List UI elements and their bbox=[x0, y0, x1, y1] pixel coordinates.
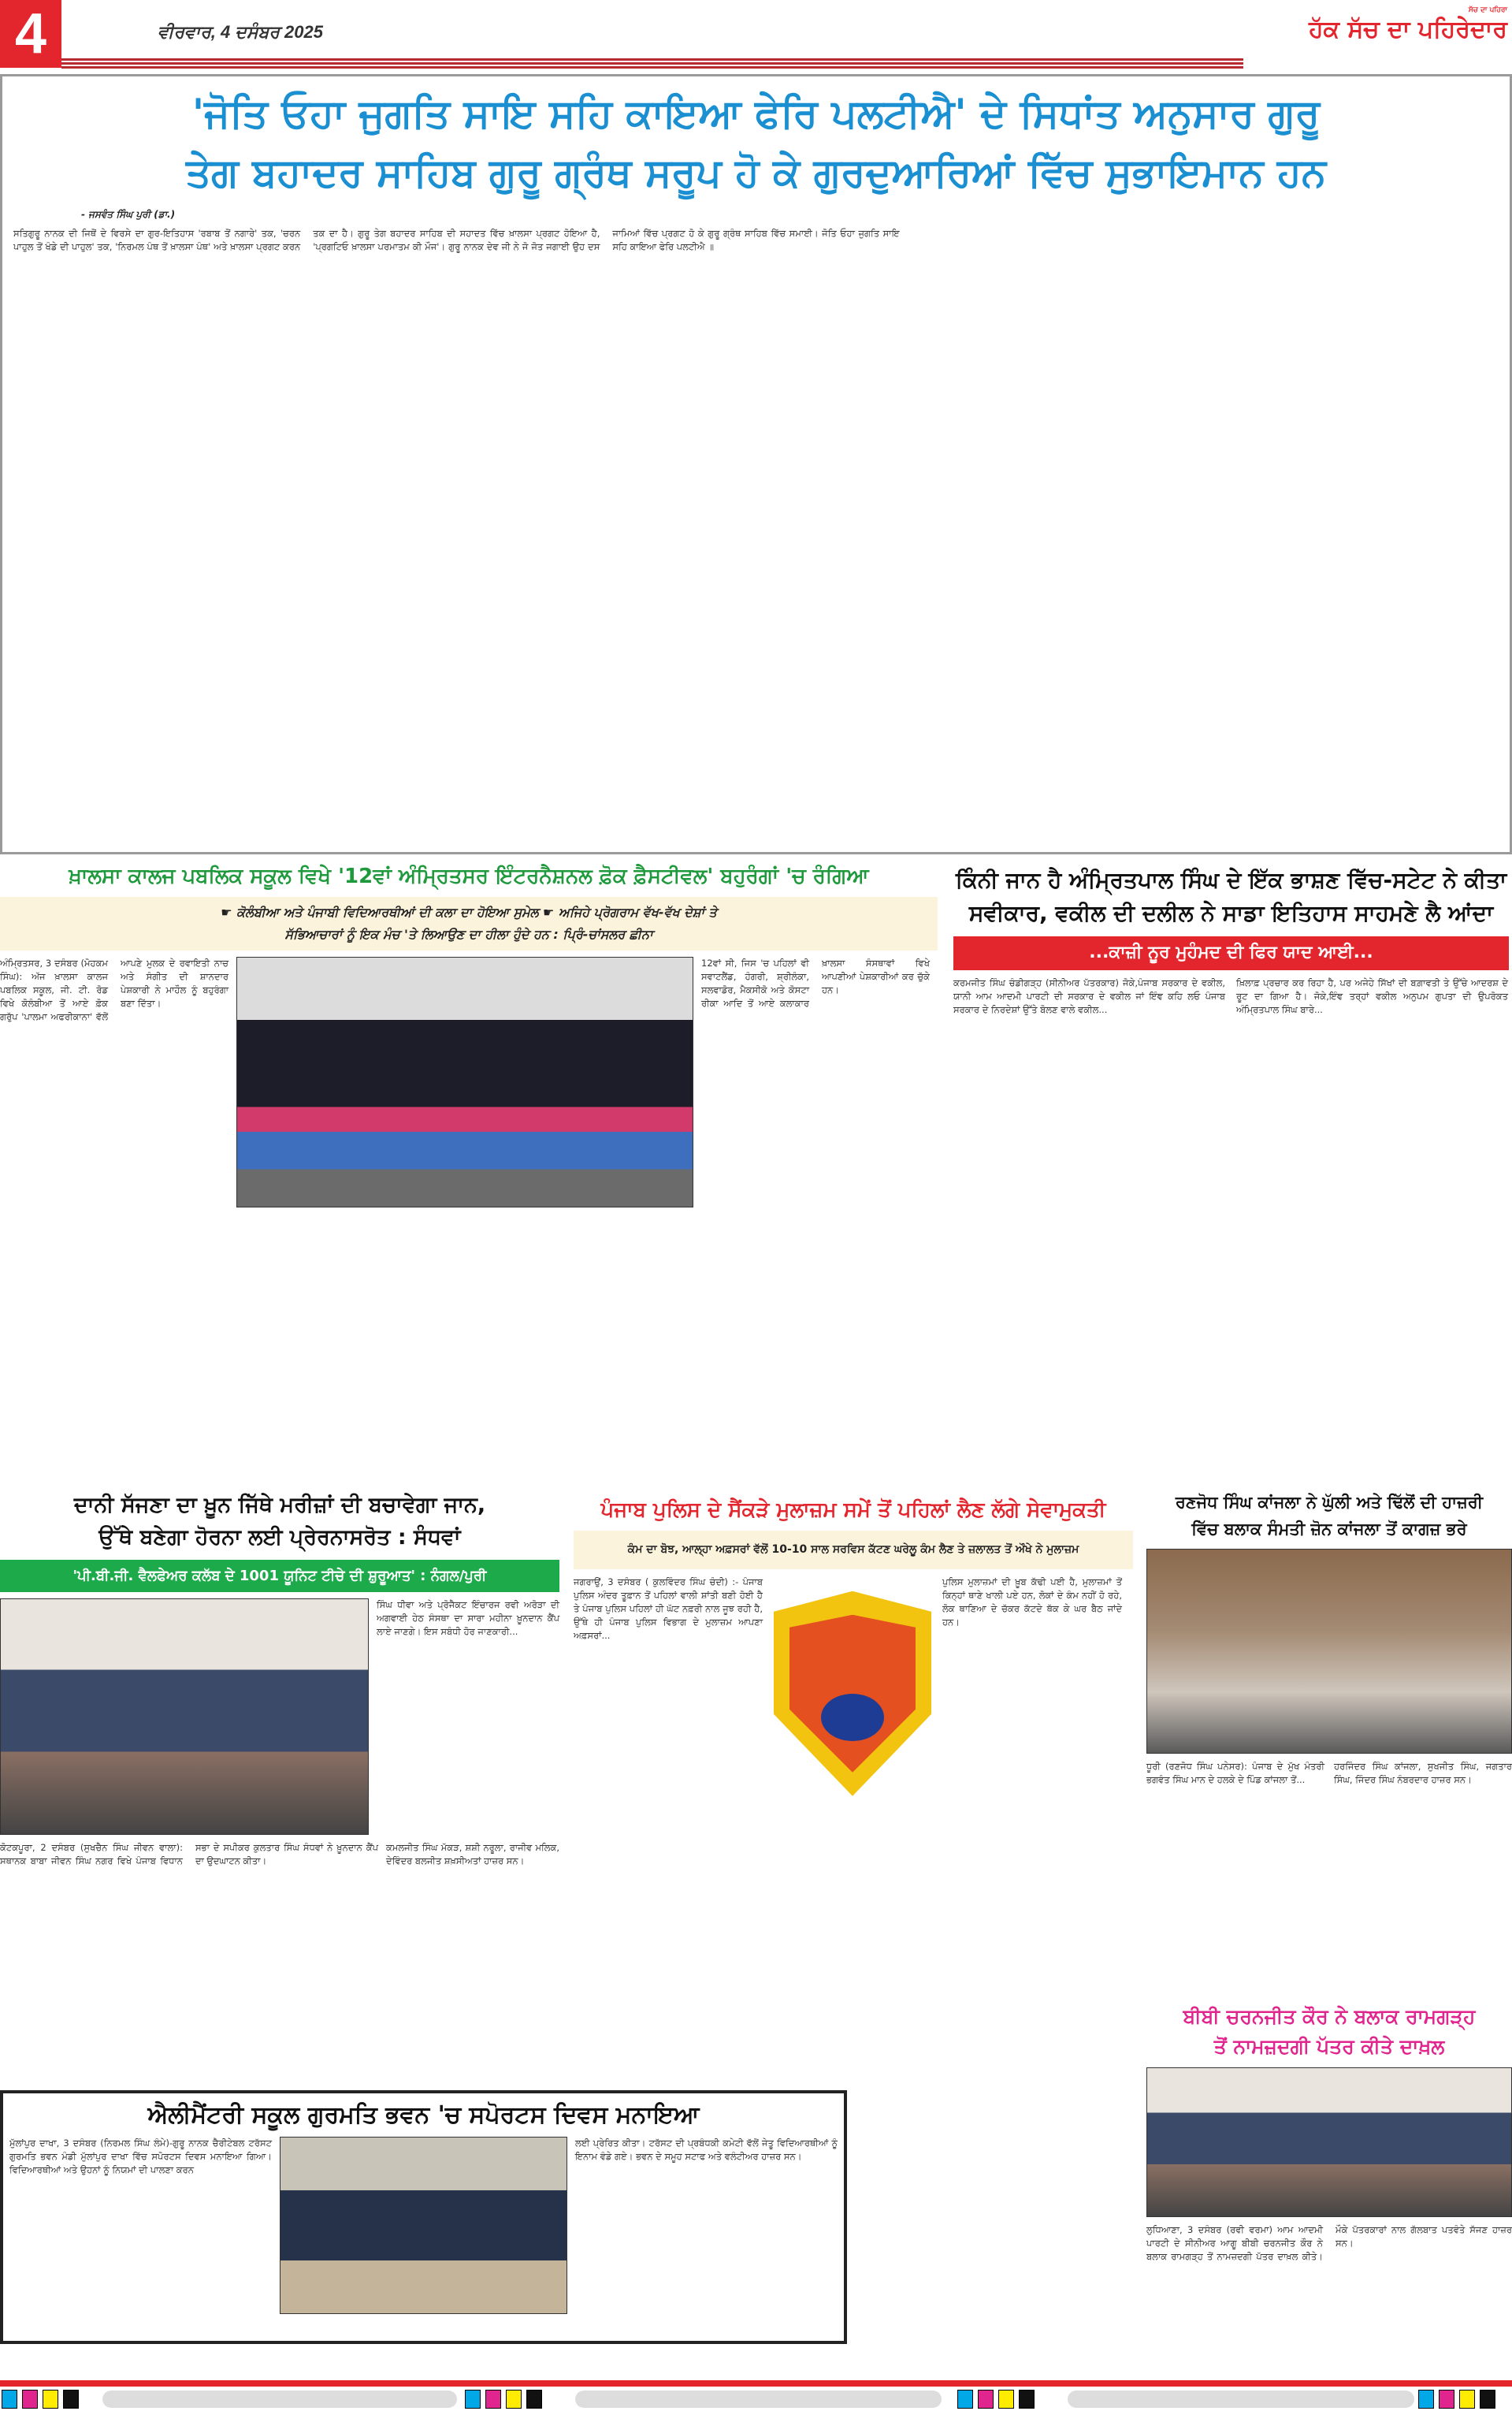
ramgarh-photo bbox=[1146, 2067, 1512, 2217]
paragraph: ਲਈ ਪ੍ਰੇਰਿਤ ਕੀਤਾ। ਟਰੱਸਟ ਦੀ ਪ੍ਰਬੰਧਕੀ ਕਮੇਟੀ ਵੱਲੋਂ ਜੇਤੂ ਵਿਦਿਆਰਥੀਆਂ ਨੂੰ ਇਨਾਮ ਵੰਡੇ ਗਏ। ਭਵਨ ਦੇ ਸਮੂਹ ਸਟਾਫ ਅਤੇ ਵਲੰਟੀਅਰ ਹਾਜ਼ਰ ਸਨ। bbox=[575, 2138, 838, 2162]
masthead-logo bbox=[1255, 6, 1507, 44]
blood-body-3 bbox=[386, 1841, 559, 1868]
sports-day-photo bbox=[280, 2137, 567, 2314]
cmyk-registration-marks bbox=[2, 2390, 79, 2409]
amritpal-body-2 bbox=[1236, 977, 1508, 1017]
amritpal-banner: ...ਕਾਜ਼ੀ ਨੂਰ ਮੁਹੰਮਦ ਦੀ ਫਿਰ ਯਾਦ ਆਈ... bbox=[953, 936, 1509, 970]
page-number: 4 bbox=[0, 0, 61, 68]
paragraph: 12ਵਾਂ ਸੀ, ਜਿਸ 'ਚ ਪਹਿਲਾਂ ਵੀ ਸਵਾਟਲੈਂਡ, ਹੰਗਰੀ, ਸ਼੍ਰੀਲੰਕਾ, ਸਲਵਾਡੋਰ, ਮੈਕਸੀਕੋ ਅਤੇ ਕੋਸਟਾ ਰੀਕਾ ਆਦਿ ਤੋਂ ਆਏ ਕਲਾਕਾਰ ਖ਼ਾਲਸਾ ਸੰਸਥਾਵਾਂ ਵਿਖੇ ਆਪਣੀਆਂ ਪੇਸ਼ਕਾਰੀਆਂ ਕਰ ਚੁੱਕੇ ਹਨ। bbox=[701, 957, 930, 1009]
paragraph: ਪੁਲਿਸ ਮੁਲਾਜ਼ਮਾਂ ਦੀ ਖ਼ੂਬ ਕੱਢੀ ਪਈ ਹੈ, ਮੁਲਾਜ਼ਮਾਂ ਤੋਂ ਕਿਨ੍ਹਾਂ ਥਾਣੇ ਖਾਲੀ ਪਏ ਹਨ, ਲੋਕਾਂ ਦੇ ਕੰਮ ਨਹੀਂ ਹੋ ਰਹੇ, ਲੋਕ ਥਾਣਿਆ ਦੇ ਚੱਕਰ ਕੱਟਦੇ ਥੱਕ ਕੇ ਘਰ ਬੈਠ ਜਾਂਦੇ ਹਨ। bbox=[942, 1576, 1122, 1628]
main-article bbox=[0, 74, 1512, 854]
kanjla-headline bbox=[1146, 1490, 1512, 1542]
paragraph: ਹਰਜਿੰਦਰ ਸਿੰਘ ਕਾਂਜਲਾ, ਸੁਖਜੀਤ ਸਿੰਘ, ਜਗਤਾਰ ਸਿੰਘ, ਜਿੰਦਰ ਸਿੰਘ ਨੰਬਰਦਾਰ ਹਾਜ਼ਰ ਸਨ। bbox=[1334, 1761, 1512, 1786]
main-body bbox=[13, 227, 1499, 844]
headline-line: ਬੀਬੀ ਚਰਨਜੀਤ ਕੌਰ ਨੇ ਬਲਾਕ ਰਾਮਗੜ੍ਹ bbox=[1183, 2005, 1476, 2028]
khalsa-article bbox=[0, 864, 938, 1463]
police-article bbox=[574, 1498, 1133, 2073]
cmyk-registration-marks bbox=[957, 2390, 1035, 2409]
blood-body-1 bbox=[377, 1598, 559, 1639]
kanjla-article bbox=[1146, 1490, 1512, 1994]
paragraph: ਧੂਰੀ (ਰਣਜੋਧ ਸਿੰਘ ਪਨੇਸਰ): ਪੰਜਾਬ ਦੇ ਮੁੱਖ ਮੰਤਰੀ ਭਗਵੰਤ ਸਿੰਘ ਮਾਨ ਦੇ ਹਲਕੇ ਦੇ ਪਿੰਡ ਕਾਂਜਲਾ ਤੋਂ... bbox=[1146, 1761, 1324, 1786]
headline-line: ਵਿੱਚ ਬਲਾਕ ਸੰਮਤੀ ਜ਼ੋਨ ਕਾਂਜਲਾ ਤੋਂ ਕਾਗਜ਼ ਭਰੇ bbox=[1191, 1519, 1467, 1539]
paragraph: ਖ਼ਿਲਾਫ਼ ਪ੍ਰਚਾਰ ਕਰ ਰਿਹਾ ਹੈ, ਪਰ ਅਜੇਹੇ ਸਿੱਖਾਂ ਦੀ ਬਗ਼ਾਵਤੀ ਤੇ ਉੱਚੇ ਆਦਰਸ਼ ਦੇ ਰੂਟ ਦਾ ਗਿਆ ਹੈ। ਜੋਕੇ,ਇੰਞ ਤਰ੍ਹਾਂ ਵਕੀਲ ਅਨੁਪਮ ਗੁਪਤਾ ਦੀ ਉਪਰੋਕਤ ਅੰਮ੍ਰਿਤਪਾਲ ਸਿੰਘ ਬਾਰੇ... bbox=[1236, 977, 1508, 1015]
paragraph: ਜਗਰਾਉਂ, 3 ਦਸੰਬਰ ( ਕੁਲਵਿੰਦਰ ਸਿੰਘ ਚੰਦੀ) :- ਪੰਜਾਬ ਪੁਲਿਸ ਅੰਦਰ ਤੂਫ਼ਾਨ ਤੋਂ ਪਹਿਲਾਂ ਵਾਲੀ ਸ਼ਾਂਤੀ ਬਣੀ ਹੋਈ ਹੈ ਤੇ ਪੰਜਾਬ ਪੁਲਿਸ ਪਹਿਲਾਂ ਹੀ ਘੱਟ ਨਫ਼ਰੀ ਨਾਲ ਜੂਝ ਰਹੀ ਹੈ, ਉੱਥੇ ਹੀ ਪੰਜਾਬ ਪੁਲਿਸ ਵਿਭਾਗ ਦੇ ਮੁਲਾਜ਼ਮ ਆਪਣਾ ਅਫ਼ਸਰਾਂ... bbox=[574, 1576, 763, 1641]
police-headline: ਪੰਜਾਬ ਪੁਲਿਸ ਦੇ ਸੈਂਕੜੇ ਮੁਲਾਜ਼ਮ ਸਮੇਂ ਤੋਂ ਪਹਿਲਾਂ ਲੈਣ ਲੱਗੇ ਸੇਵਾਮੁਕਤੀ bbox=[600, 1498, 1106, 1522]
police-subhead: ਕੰਮ ਦਾ ਬੋਝ, ਆਲ੍ਹਾ ਅਫ਼ਸਰਾਂ ਵੱਲੋਂ 10-10 ਸਾਲ ਸਰਵਿਸ ਕੱਟਣ ਘਰੇਲੂ ਕੰਮ ਲੈਣ ਤੇ ਜ਼ਲਾਲਤ ਤੋਂ ਔਖੇ ਨੇ ਮੁਲਾਜ਼ਮ bbox=[574, 1531, 1133, 1569]
print-bar bbox=[575, 2391, 942, 2408]
ramgarh-article bbox=[1146, 2002, 1512, 2376]
issue-date: ਵੀਰਵਾਰ, 4 ਦਸੰਬਰ 2025 bbox=[158, 22, 323, 42]
subhead-line: ☛ ਕੋਲੰਬੀਆ ਅਤੇ ਪੰਜਾਬੀ ਵਿਦਿਆਰਥੀਆਂ ਦੀ ਕਲਾ ਦਾ ਹੋਇਆ ਸੁਮੇਲ ☛ ਅਜਿਹੇ ਪ੍ਰੋਗਰਾਮ ਵੱਖ-ਵੱਖ ਦੇਸ਼ਾਂ ਤੇ bbox=[221, 904, 717, 920]
paragraph: ਕੋਟਕਪੂਰਾ, 2 ਦਸੰਬਰ (ਸੁਖਚੈਨ ਸਿੰਘ ਜੀਵਨ ਵਾਲਾ): ਸਥਾਨਕ ਬਾਬਾ ਜੀਵਨ ਸਿੰਘ ਨਗਰ ਵਿਖੇ ਪੰਜਾਬ ਵਿਧਾਨ ਸਭਾ ਦੇ ਸਪੀਕਰ ਕੁਲਤਾਰ ਸਿੰਘ ਸੰਧਵਾਂ ਨੇ ਖ਼ੂਨਦਾਨ ਕੈਂਪ ਦਾ ਉਦਘਾਟਨ ਕੀਤਾ। bbox=[0, 1842, 378, 1867]
police-body-1 bbox=[574, 1576, 763, 1643]
sports-body-1 bbox=[9, 2137, 272, 2177]
footer-rule bbox=[0, 2380, 1512, 2387]
khalsa-subhead bbox=[0, 897, 938, 951]
kanjla-body-2 bbox=[1334, 1760, 1512, 1787]
blood-camp-photo bbox=[0, 1598, 369, 1835]
sports-body-2 bbox=[575, 2137, 838, 2164]
kanjla-body-1 bbox=[1146, 1760, 1324, 1787]
police-body-2 bbox=[942, 1576, 1122, 1629]
byline: - ਜਸਵੰਤ ਸਿੰਘ ਪੁਰੀ (ਡਾ.) bbox=[81, 209, 176, 220]
headline-line: ਦਾਨੀ ਸੱਜਣਾ ਦਾ ਖ਼ੂਨ ਜਿੱਥੇ ਮਰੀਜ਼ਾਂ ਦੀ ਬਚਾਵੇਗਾ ਜਾਨ, bbox=[73, 1493, 486, 1517]
sports-article bbox=[0, 2090, 847, 2344]
headline-line: ਤੇਗ ਬਹਾਦਰ ਸਾਹਿਬ ਗੁਰੂ ਗ੍ਰੰਥ ਸਰੂਪ ਹੋ ਕੇ ਗੁਰਦੁਆਰਿਆਂ ਵਿੱਚ ਸੁਭਾਇਮਾਨ ਹਨ bbox=[186, 150, 1326, 195]
paragraph: ਸਤਿਗੁਰੂ ਨਾਨਕ ਦੀ ਜਿਥੋਂ ਦੇ ਵਿਰਸੇ ਦਾ ਗੁਰ-ਇਤਿਹਾਸ 'ਰਬਾਬ ਤੋਂ ਨਗਾਰੇ' ਤਕ, 'ਚਰਨ ਪਾਹੁਲ ਤੋਂ ਖੰਡੇ ਦੀ ਪਾਹੁਲ' ਤਕ, 'ਨਿਰਮਲ ਪੰਥ ਤੋਂ ਖ਼ਾਲਸਾ ਪੰਥ' ਅਤੇ ਖ਼ਾਲਸਾ ਪ੍ਰਗਟ ਕਰਨ ਤਕ ਦਾ ਹੈ। ਗੁਰੂ ਤੇਗ ਬਹਾਦਰ ਸਾਹਿਬ ਦੀ ਸਹਾਦਤ ਵਿੱਚ ਖ਼ਾਲਸਾ ਪ੍ਰਗਟ ਹੋਇਆ ਹੈ, 'ਪ੍ਰਗਟਿਓ ਖ਼ਾਲਸਾ ਪਰਮਾਤਮ ਕੀ ਮੌਜ'। ਗੁਰੂ ਨਾਨਕ ਦੇਵ ਜੀ ਨੇ ਜੋ ਜੋਤ ਜਗਾਈ ਉਹ ਦਸ ਜਾਮਿਆਂ ਵਿੱਚ ਪ੍ਰਗਟ ਹੋ ਕੇ ਗੁਰੂ ਗ੍ਰੰਥ ਸਾਹਿਬ ਵਿੱਚ ਸਮਾਈ। ਜੋਤਿ ਓਹਾ ਜੁਗਤਿ ਸਾਇ ਸਹਿ ਕਾਇਆ ਫੇਰਿ ਪਲਟੀਐ ॥ bbox=[13, 228, 900, 252]
paragraph: ਅੰਮ੍ਰਿਤਸਰ, 3 ਦਸੰਬਰ (ਮੋਹਕਮ ਸਿੰਘ): ਅੱਜ ਖ਼ਾਲਸਾ ਕਾਲਜ ਪਬਲਿਕ ਸਕੂਲ, ਜੀ. ਟੀ. ਰੋਡ ਵਿਖੇ ਕੋਲੰਬੀਆ ਤੋਂ ਆਏ ਫ਼ੋਕ ਗਰੁੱਪ 'ਪਾਲਮਾ ਅਫਰੀਕਾਨਾ' ਵੱਲੋਂ ਆਪਣੇ ਮੁਲਕ ਦੇ ਰਵਾਇਤੀ ਨਾਚ ਅਤੇ ਸੰਗੀਤ ਦੀ ਸ਼ਾਨਦਾਰ ਪੇਸ਼ਕਾਰੀ ਨੇ ਮਾਹੌਲ ਨੂੰ ਬਹੁਰੰਗਾ ਬਣਾ ਦਿੱਤਾ। bbox=[0, 957, 228, 1022]
amritpal-article bbox=[953, 864, 1509, 1463]
amritpal-headline bbox=[953, 864, 1509, 930]
punjab-police-emblem-icon bbox=[774, 1591, 931, 1796]
kanjla-nomination-photo bbox=[1146, 1549, 1512, 1754]
paragraph: ਕਮਲਜੀਤ ਸਿੰਘ ਮੱਕੜ, ਸ਼ਸ਼ੀ ਨਰੂਲਾ, ਰਾਜੀਵ ਮਲਿਕ, ਦੇਵਿੰਦਰ ਬਲਜੀਤ ਸ਼ਖ਼ਸੀਅਤਾਂ ਹਾਜ਼ਰ ਸਨ। bbox=[386, 1842, 559, 1867]
blood-article bbox=[0, 1490, 559, 2081]
header-rule bbox=[61, 58, 1243, 69]
logo-tag: ਸੱਚ ਦਾ ਪਹਿਰਾ bbox=[1468, 6, 1507, 14]
headline-line: ਉੱਥੇ ਬਣੇਗਾ ਹੋਰਨਾ ਲਈ ਪ੍ਰੇਰਨਾਸਰੋਤ : ਸੰਧਵਾਂ bbox=[98, 1524, 461, 1550]
headline-line: ਰਣਜੋਧ ਸਿੰਘ ਕਾਂਜਲਾ ਨੇ ਘੁੱਲੀ ਅਤੇ ਢਿੱਲੋਂ ਦੀ ਹਾਜ਼ਰੀ bbox=[1175, 1493, 1484, 1512]
khalsa-body-left bbox=[0, 957, 228, 1024]
print-bar bbox=[1068, 2391, 1414, 2408]
blood-body-2 bbox=[0, 1841, 378, 1868]
folk-festival-photo bbox=[236, 957, 693, 1207]
amritpal-body-1 bbox=[953, 977, 1225, 1017]
blood-headline bbox=[0, 1490, 559, 1553]
paragraph: ਮੁੱਲਾਂਪੁਰ ਦਾਖਾ, 3 ਦਸੰਬਰ (ਨਿਰਮਲ ਸਿੰਘ ਲੰਮੇ)-ਗੁਰੂ ਨਾਨਕ ਚੈਰੀਟੇਬਲ ਟਰੱਸਟ ਗੁਰਮਤਿ ਭਵਨ ਮੰਡੀ ਮੁੱਲਾਂਪੁਰ ਦਾਖਾ ਵਿੱਚ ਸਪੋਰਟਸ ਦਿਵਸ ਮਨਾਇਆ ਗਿਆ। ਵਿਦਿਆਰਥੀਆਂ ਅਤੇ ਉਹਨਾਂ ਨੂੰ ਨਿਯਮਾਂ ਦੀ ਪਾਲਣਾ ਕਰਨ bbox=[9, 2138, 272, 2175]
sports-headline: ਐਲੀਮੈਂਟਰੀ ਸਕੂਲ ਗੁਰਮਤਿ ਭਵਨ 'ਚ ਸਪੋਰਟਸ ਦਿਵਸ ਮਨਾਇਆ bbox=[147, 2101, 700, 2129]
subhead-line: ਸੱਭਿਆਚਾਰਾਂ ਨੂੰ ਇਕ ਮੰਚ 'ਤੇ ਲਿਆਉਣ ਦਾ ਹੀਲਾ ਹੁੰਦੇ ਹਨ : ਪ੍ਰਿੰ-ਚਾਂਸਲਰ ਛੀਨਾ bbox=[284, 926, 653, 942]
paragraph: ਸਿੰਘ ਧੀਵਾ ਅਤੇ ਪ੍ਰੋਜੈਕਟ ਇੰਚਾਰਜ ਰਵੀ ਅਰੋੜਾ ਦੀ ਅਗਵਾਈ ਹੇਠ ਸੰਸਥਾ ਦਾ ਸਾਰਾ ਮਹੀਨਾ ਖ਼ੂਨਦਾਨ ਕੈਂਪ ਲਾਏ ਜਾਣਗੇ। ਇਸ ਸਬੰਧੀ ਹੋਰ ਜਾਣਕਾਰੀ... bbox=[377, 1599, 559, 1638]
khalsa-headline: ਖ਼ਾਲਸਾ ਕਾਲਜ ਪਬਲਿਕ ਸਕੂਲ ਵਿਖੇ '12ਵਾਂ ਅੰਮ੍ਰਿਤਸਰ ਇੰਟਰਨੈਸ਼ਨਲ ਫ਼ੋਕ ਫ਼ੈਸਟੀਵਲ' ਬਹੁਰੰਗਾਂ 'ਚ ਰੰਗਿਆ bbox=[69, 865, 869, 888]
ramgarh-headline bbox=[1146, 2002, 1512, 2061]
headline-line: 'ਜੋਤਿ ਓਹਾ ਜੁਗਤਿ ਸਾਇ ਸਹਿ ਕਾਇਆ ਫੇਰਿ ਪਲਟੀਐ' ਦੇ ਸਿਧਾਂਤ ਅਨੁਸਾਰ ਗੁਰੂ bbox=[191, 91, 1321, 136]
logo-text: ਹੱਕ ਸੱਚ ਦਾ ਪਹਿਰੇਦਾਰ bbox=[1309, 16, 1507, 43]
khalsa-body-right bbox=[701, 957, 930, 1010]
headline-line: ਤੋਂ ਨਾਮਜ਼ਦਗੀ ਪੱਤਰ ਕੀਤੇ ਦਾਖ਼ਲ bbox=[1213, 2034, 1445, 2058]
headline-line: ਕਿੰਨੀ ਜਾਨ ਹੈ ਅੰਮ੍ਰਿਤਪਾਲ ਸਿੰਘ ਦੇ ਇੱਕ ਭਾਸ਼ਣ ਵਿੱਚ-ਸਟੇਟ ਨੇ ਕੀਤਾ bbox=[955, 867, 1507, 893]
cmyk-registration-marks bbox=[1418, 2390, 1495, 2409]
print-bar bbox=[102, 2391, 457, 2408]
cmyk-registration-marks bbox=[465, 2390, 542, 2409]
ramgarh-body bbox=[1146, 2223, 1512, 2264]
headline-line: ਸਵੀਕਾਰ, ਵਕੀਲ ਦੀ ਦਲੀਲ ਨੇ ਸਾਡਾ ਇਤਿਹਾਸ ਸਾਹਮਣੇ ਲੈ ਆਂਦਾ bbox=[968, 900, 1494, 926]
main-headline bbox=[13, 84, 1499, 203]
blood-banner: 'ਪੀ.ਬੀ.ਜੀ. ਵੈਲਫੇਅਰ ਕਲੱਬ ਦੇ 1001 ਯੂਨਿਟ ਟੀਚੇ ਦੀ ਸ਼ੁਰੂਆਤ' : ਨੰਗਲ/ਪੁਰੀ bbox=[0, 1560, 559, 1592]
paragraph: ਲੁਧਿਆਣਾ, 3 ਦਸੰਬਰ (ਰਵੀ ਵਰਮਾ) ਆਮ ਆਦਮੀ ਪਾਰਟੀ ਦੇ ਸੀਨੀਅਰ ਆਗੂ ਬੀਬੀ ਚਰਨਜੀਤ ਕੌਰ ਨੇ ਬਲਾਕ ਰਾਮਗੜ੍ਹ ਤੋਂ ਨਾਮਜ਼ਦਗੀ ਪੱਤਰ ਦਾਖ਼ਲ ਕੀਤੇ। ਮੌਕੇ ਪੱਤਰਕਾਰਾਂ ਨਾਲ ਗੱਲਬਾਤ ਪਤਵੰਤੇ ਸੱਜਣ ਹਾਜ਼ਰ ਸਨ। bbox=[1146, 2224, 1512, 2262]
paragraph: ਕਰਮਜੀਤ ਸਿੰਘ ਚੰਡੀਗੜ੍ਹ (ਸੀਨੀਅਰ ਪੱਤਰਕਾਰ) ਜੋਕੇ,ਪੰਜਾਬ ਸਰਕਾਰ ਦੇ ਵਕੀਲ, ਯਾਨੀ ਆਮ ਆਦਮੀ ਪਾਰਟੀ ਦੀ ਸਰਕਾਰ ਦੇ ਵਕੀਲ ਜਾਂ ਇੰਞ ਕਹਿ ਲਓ ਪੰਜਾਬ ਸਰਕਾਰ ਦੇ ਨਿਰਦੇਸ਼ਾਂ ਉੱਤੇ ਬੋਲਣ ਵਾਲੇ ਵਕੀਲ... bbox=[953, 977, 1225, 1015]
